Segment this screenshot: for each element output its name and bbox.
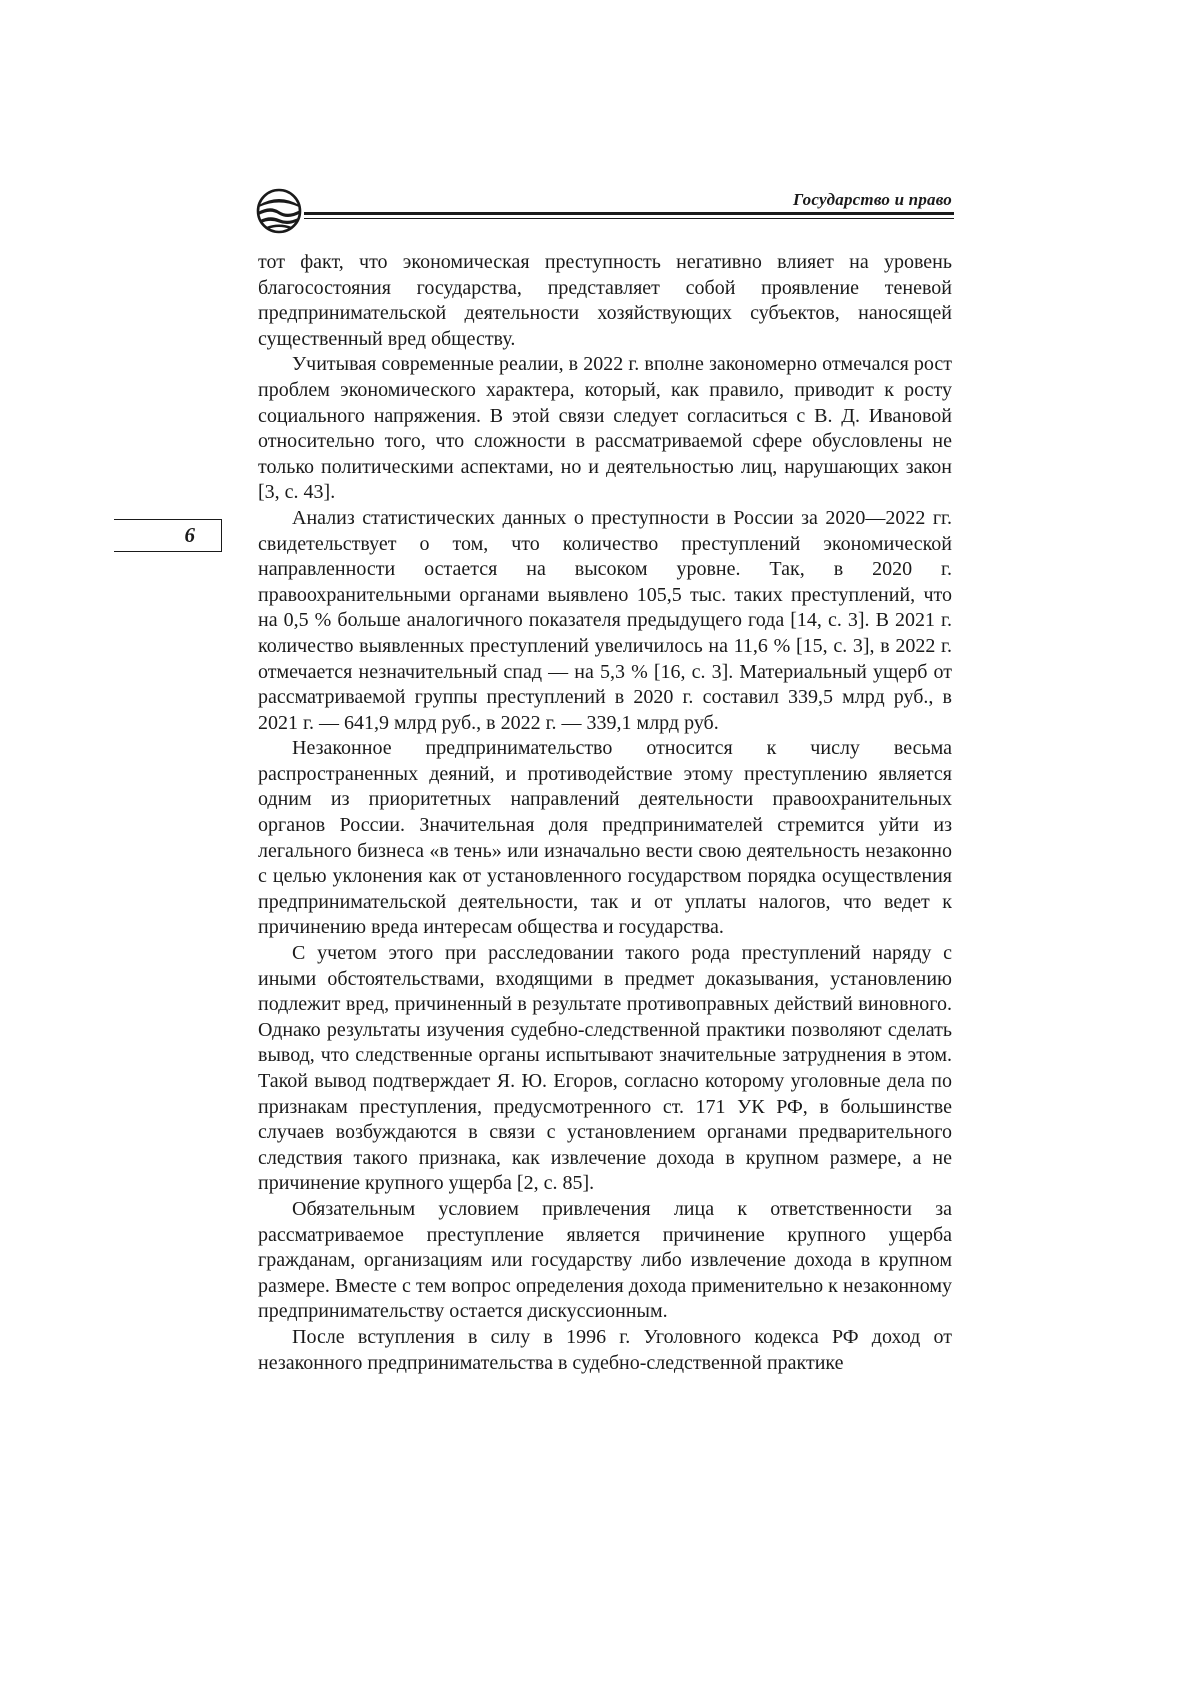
body-text bbox=[258, 250, 952, 1376]
page-number: 6 bbox=[184, 523, 195, 547]
paragraph: Учитывая современные реалии, в 2022 г. вполне закономерно отмечался рост проблем экономического характера, который, как правило, приводит к росту социального напряжения. В этой связи следует согласиться с В. Д. Ивановой относительно того, что сложности в рассматриваемой сфере обусловлены не только политическими аспектами, но и деятельностью лиц, нарушающих закон [3, с. 43]. bbox=[258, 353, 952, 504]
paragraph: После вступления в силу в 1996 г. Уголовного кодекса РФ доход от незаконного предпринимательства в судебно-следственной практике bbox=[258, 1325, 952, 1374]
paragraph: С учетом этого при расследовании такого рода преступлений наряду с иными обстоятельствами, входящими в предмет доказывания, установлению подлежит вред, причиненный в результате противоправных действий виновного. Однако результаты изучения судебно-следственной практики позволяют сделать вывод, что следственные органы испытывают значительные затруднения в этом. Такой вывод подтверждает Я. Ю. Егоров, согласно которому уголовные дела по признакам преступления, предусмотренного ст. 171 УК РФ, в большинстве случаев возбуждаются в связи с установлением органами предварительного следствия такого признака, как извлечение дохода в крупном размере, а не причинение крупного ущерба [2, с. 85]. bbox=[258, 942, 952, 1195]
journal-logo-icon bbox=[256, 188, 302, 234]
page-number-box bbox=[114, 519, 222, 552]
journal-title: Государство и право bbox=[793, 190, 952, 209]
paragraph: Обязательным условием привлечения лица к ответственности за рассматриваемое преступление является причинение крупного ущерба гражданам, организациям или государству либо извлечение дохода в крупном размере. Вместе с тем вопрос определения дохода применительно к незаконному предпринимательству остается дискуссионным. bbox=[258, 1197, 952, 1323]
paragraph: Незаконное предпринимательство относится к числу весьма распространенных деяний, и противодействие этому преступлению является одним из приоритетных направлений деятельности правоохранительных органов России. Значительная доля предпринимателей стремится уйти из легального бизнеса «в тень» или изначально вести свою деятельность незаконно с целью уклонения как от установленного государством порядка осуществления предпринимательской деятельности, так и от уплаты налогов, что ведет к причинению вреда интересам общества и государства. bbox=[258, 737, 952, 939]
running-header bbox=[256, 188, 954, 238]
paragraph: тот факт, что экономическая преступность негативно влияет на уровень благосостояния государства, представляет собой проявление теневой предпринимательской деятельности хозяйствующих субъектов, наносящей существенный вред обществу. bbox=[258, 251, 952, 350]
header-rule-thick bbox=[304, 212, 954, 215]
paragraph: Анализ статистических данных о преступности в России за 2020—2022 гг. свидетельствует о том, что количество преступлений экономической направленности остается на высоком уровне. Так, в 2020 г. правоохранительными органами выявлено 105,5 тыс. таких преступлений, что на 0,5 % больше аналогичного показателя предыдущего года [14, с. 3]. В 2021 г. количество выявленных преступлений увеличилось на 11,6 % [15, с. 3], в 2022 г. отмечается незначительный спад — на 5,3 % [16, с. 3]. Материальный ущерб от рассматриваемой группы преступлений в 2020 г. составил 339,5 млрд руб., в 2021 г. — 641,9 млрд руб., в 2022 г. — 339,1 млрд руб. bbox=[258, 506, 952, 734]
header-rule-thin bbox=[304, 218, 954, 219]
